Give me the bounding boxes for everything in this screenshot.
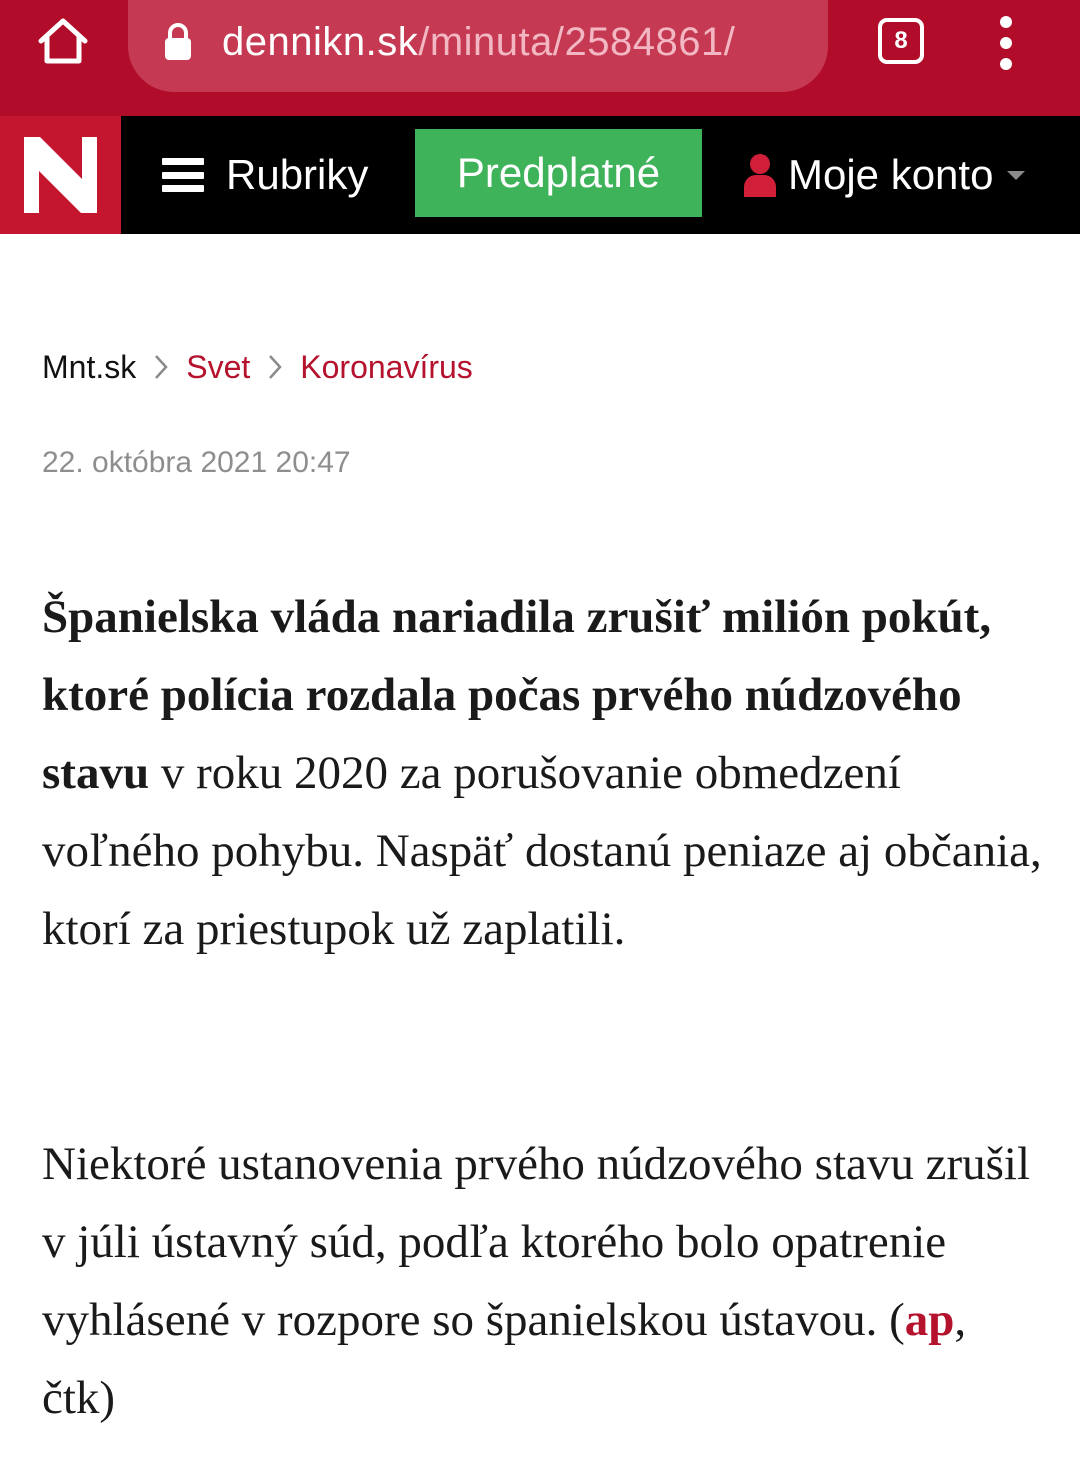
user-icon bbox=[742, 153, 778, 197]
home-icon bbox=[37, 17, 89, 65]
url-path: /minuta/2584861/ bbox=[418, 20, 736, 64]
n-logo-icon bbox=[19, 133, 103, 217]
site-navigation bbox=[0, 116, 1080, 234]
breadcrumb-home[interactable]: Mnt.sk bbox=[42, 348, 137, 385]
site-logo[interactable] bbox=[0, 116, 121, 234]
address-bar[interactable] bbox=[128, 0, 828, 92]
url-domain: dennikn.sk bbox=[222, 20, 419, 64]
breadcrumb-item-svet[interactable]: Svet bbox=[186, 348, 251, 385]
browser-toolbar bbox=[0, 0, 1080, 116]
article-paragraph bbox=[42, 1125, 1042, 1437]
article-paragraph-lead bbox=[42, 578, 1042, 968]
breadcrumb bbox=[42, 344, 473, 390]
article-lead-rest: v roku 2020 za porušovanie obmedzení voľného pohybu. Naspäť dostanú peniaze aj občania, ktorí za priestupok už zaplatili. bbox=[42, 747, 1042, 955]
menu-dot bbox=[1000, 16, 1012, 28]
url-text bbox=[222, 14, 735, 70]
menu-dot bbox=[1000, 58, 1012, 70]
tab-count: 8 bbox=[894, 27, 908, 54]
chevron-right-icon bbox=[150, 352, 172, 382]
article-timestamp: 22. októbra 2021 20:47 bbox=[42, 446, 351, 479]
article-paragraph-text: Niektoré ustanovenia prvého núdzového stavu zrušil v júli ústavný súd, podľa ktorého bolo opatrenie vyhlásené v rozpore so španielskou ústavou. ( bbox=[42, 1138, 1031, 1346]
breadcrumb-item-koronavirus[interactable]: Koronavírus bbox=[300, 348, 473, 385]
browser-menu-button[interactable] bbox=[984, 12, 1028, 74]
article-lead-bold: Španielska vláda nariadila zrušiť milión pokút, ktoré polícia rozdala počas prvého núdzového stavu bbox=[42, 591, 992, 799]
home-button[interactable] bbox=[26, 8, 100, 74]
subscribe-button[interactable]: Predplatné bbox=[415, 129, 702, 217]
rubriky-menu-button[interactable] bbox=[162, 116, 368, 234]
chevron-right-icon bbox=[264, 352, 286, 382]
chevron-down-icon bbox=[1007, 171, 1025, 180]
menu-dot bbox=[1000, 37, 1012, 49]
account-menu-button[interactable] bbox=[742, 116, 1025, 234]
lock-icon bbox=[162, 22, 194, 62]
tab-switcher-button[interactable] bbox=[878, 18, 924, 64]
source-link-ap[interactable]: ap bbox=[904, 1294, 955, 1346]
rubriky-label: Rubriky bbox=[226, 151, 369, 198]
account-label: Moje konto bbox=[788, 151, 994, 198]
article-source-rest: , čtk) bbox=[42, 1294, 967, 1424]
hamburger-icon bbox=[162, 158, 204, 192]
